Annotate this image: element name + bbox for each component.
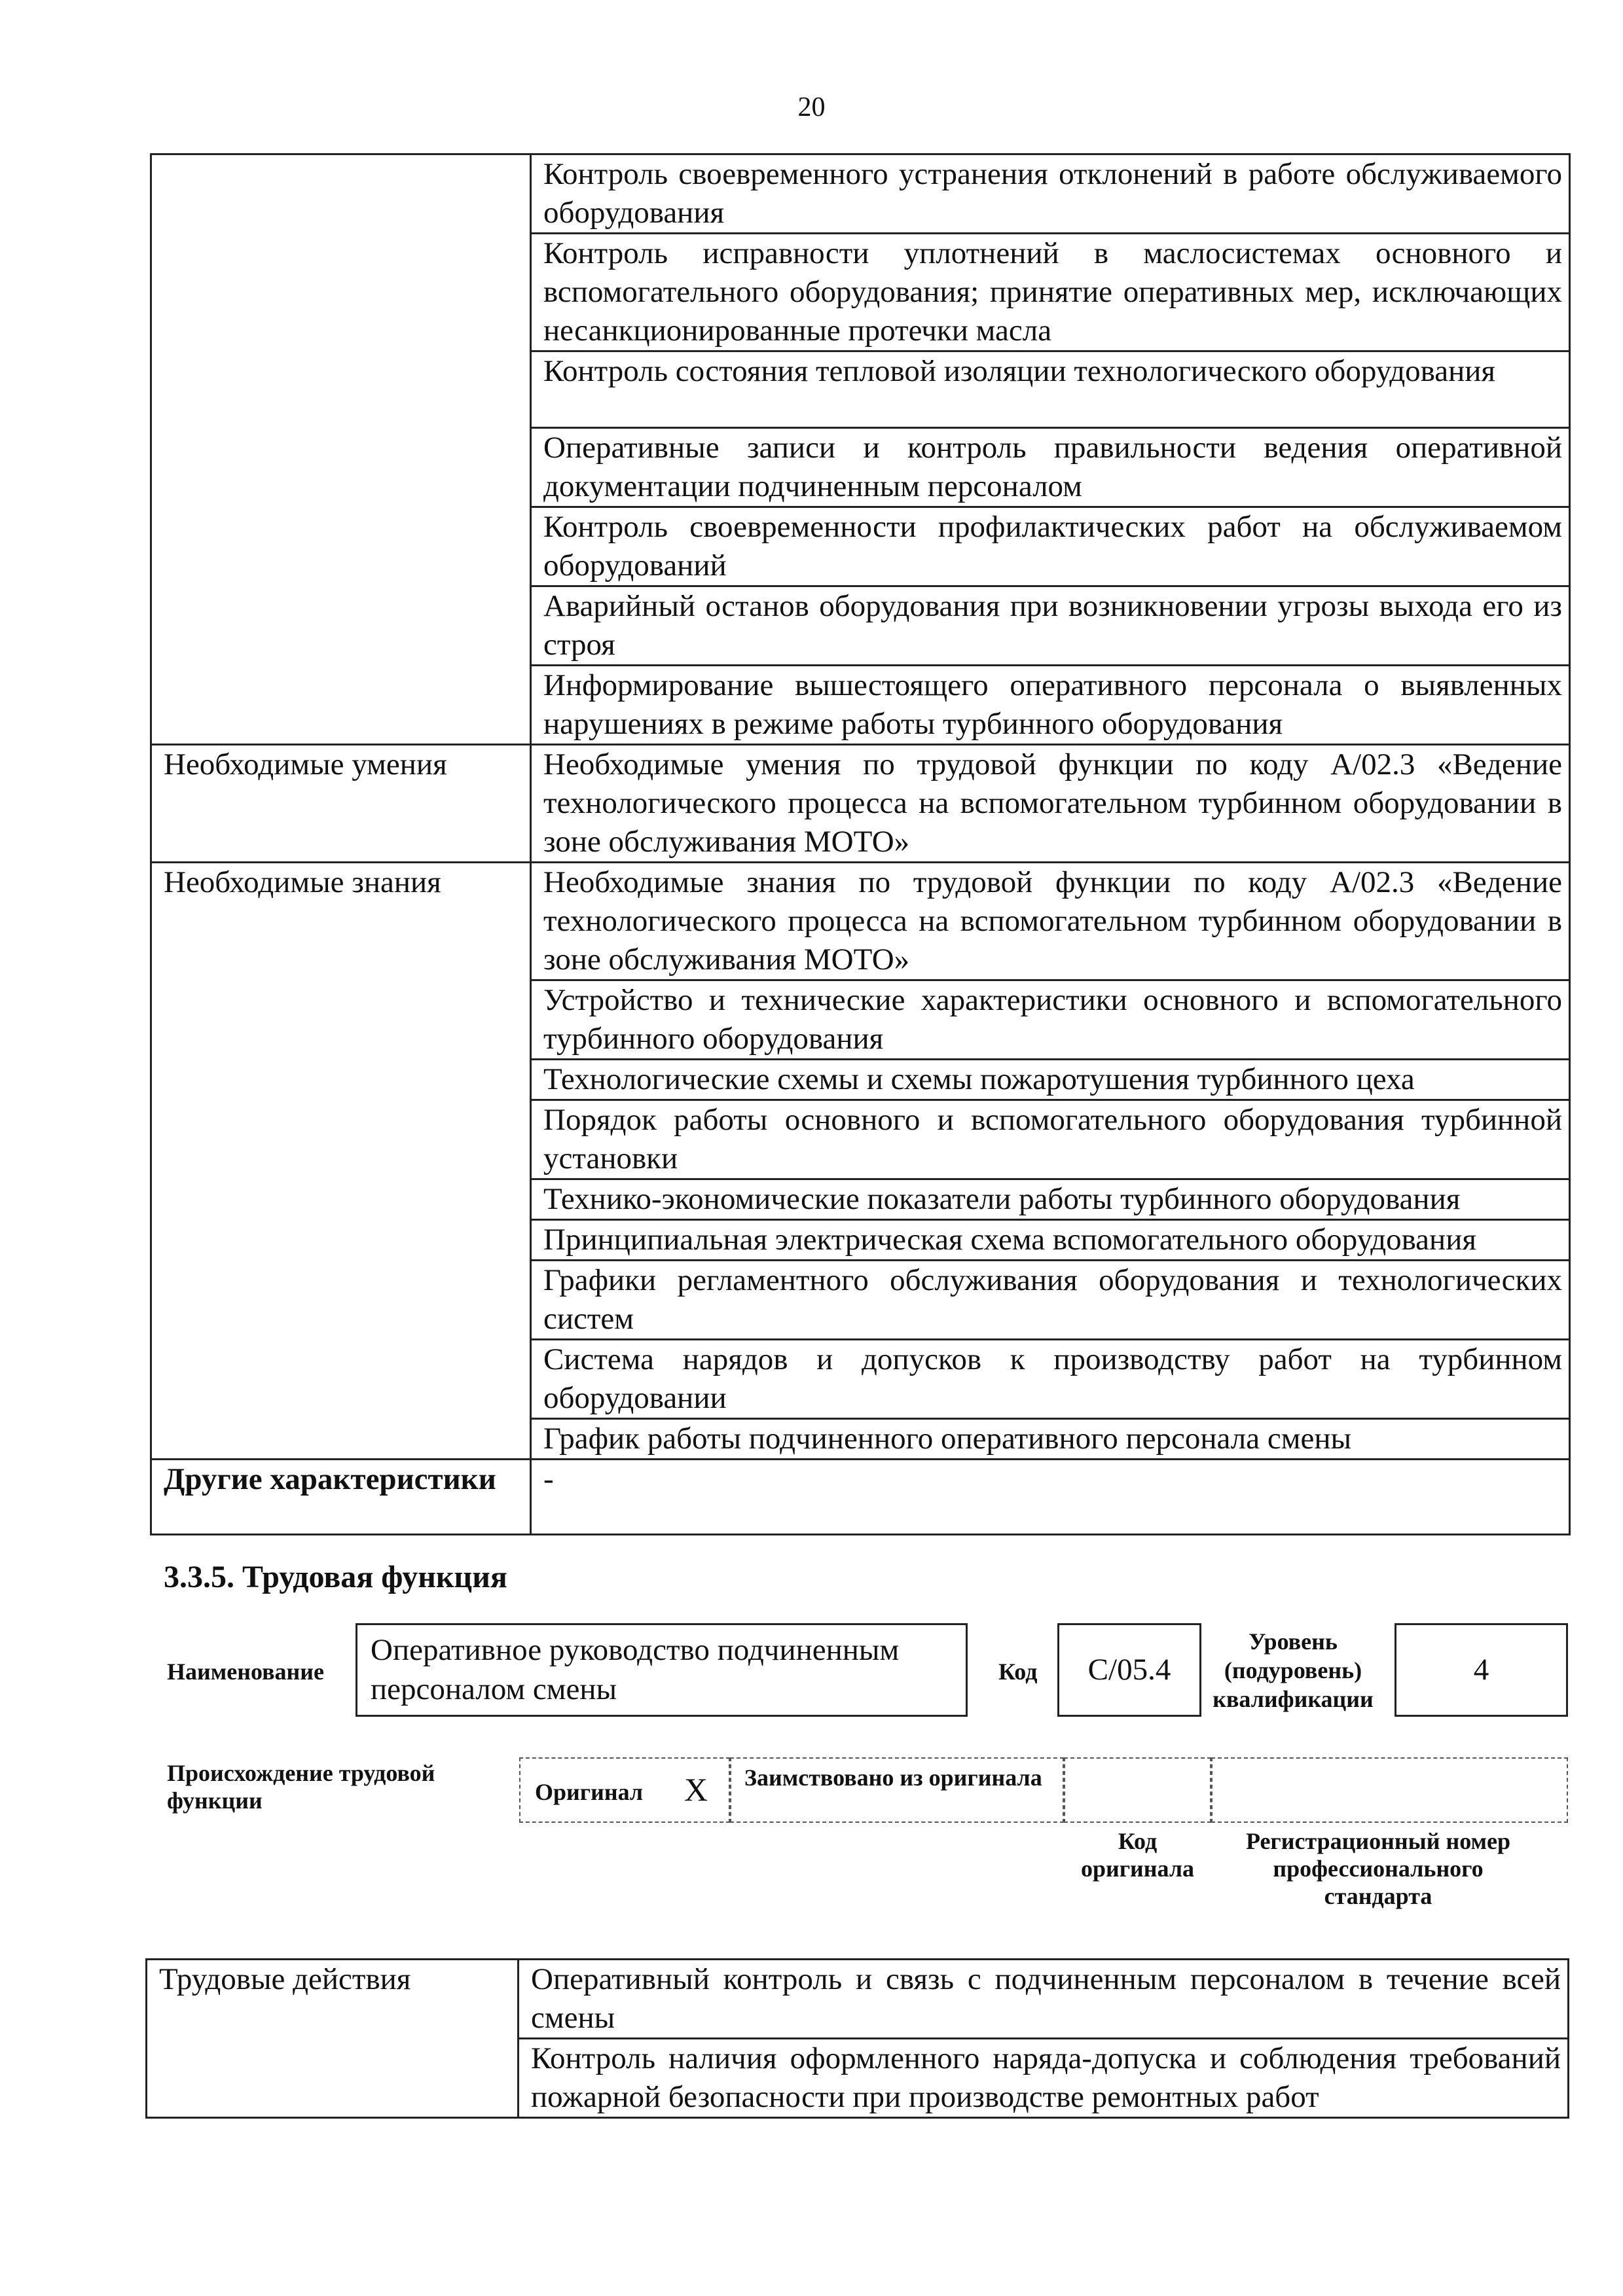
code-label: Код — [998, 1659, 1038, 1685]
original-cell — [519, 1757, 730, 1823]
actions-table — [145, 1958, 1569, 2119]
borrowed-label: Заимствовано из оригинала — [744, 1765, 1042, 1791]
list-item: График работы подчиненного оперативного персонала смены — [531, 1419, 1570, 1460]
level-value: 4 — [1473, 1653, 1489, 1687]
code-box — [1057, 1623, 1201, 1717]
other-value: - — [531, 1460, 1570, 1535]
list-item: Необходимые знания по трудовой функции по коду А/02.3 «Ведение технологического процесса на вспомогательном турбинном оборудовании в зоне обслуживания МОТО» — [531, 863, 1570, 980]
list-item: Контроль наличия оформленного наряда-допуска и соблюдения требований пожарной безопасности при производстве ремонтных работ — [519, 2039, 1569, 2118]
actions-label: Трудовые действия — [147, 1960, 519, 2118]
page-number: 20 — [797, 92, 826, 122]
original-mark: X — [684, 1771, 708, 1808]
origin-label: Происхождение трудовой функции — [167, 1760, 435, 1814]
list-item: Контроль своевременности профилактических работ на обслуживаемом оборудований — [531, 507, 1570, 586]
list-item: Принципиальная электрическая схема вспомогательного оборудования — [531, 1220, 1570, 1261]
other-label: Другие характеристики — [151, 1460, 531, 1535]
list-item: Устройство и технические характеристики основного и вспомогательного турбинного оборудования — [531, 980, 1570, 1060]
list-item: Графики регламентного обслуживания оборудования и технологических систем — [531, 1261, 1570, 1340]
list-item: Технологические схемы и схемы пожаротушения турбинного цеха — [531, 1060, 1570, 1100]
name-label: Наименование — [167, 1659, 324, 1685]
function-name: Оперативное руководство подчиненным персоналом смены — [371, 1633, 900, 1706]
reg-number-cell — [1211, 1757, 1568, 1823]
list-item: Технико-экономические показатели работы турбинного оборудования — [531, 1179, 1570, 1220]
list-item: Контроль состояния тепловой изоляции технологического оборудования — [531, 351, 1570, 428]
original-label: Оригинал — [535, 1779, 644, 1805]
list-item: Система нарядов и допусков к производству работ на турбинном оборудовании — [531, 1340, 1570, 1419]
table-row — [151, 154, 1570, 234]
table-row — [147, 1960, 1569, 2039]
borrowed-cell — [730, 1757, 1064, 1823]
level-label: Уровень (подуровень) квалификации — [1213, 1628, 1374, 1712]
section-title: 3.3.5. Трудовая функция — [164, 1560, 507, 1594]
knowledge-label: Необходимые знания — [151, 863, 531, 1460]
level-box — [1395, 1623, 1568, 1717]
characteristics-table — [150, 153, 1571, 1535]
function-name-box — [356, 1623, 968, 1717]
origin-code-caption: Код оригинала — [1080, 1828, 1195, 1882]
list-item: Контроль исправности уплотнений в маслосистемах основного и вспомогательного оборудования; принятие оперативных мер, исключающих несанкционированные протечки масла — [531, 234, 1570, 351]
list-item: Контроль своевременного устранения отклонений в работе обслуживаемого оборудования — [531, 154, 1570, 234]
reg-number-caption: Регистрационный номер профессионального стандарта — [1245, 1828, 1511, 1909]
list-item: Аварийный останов оборудования при возникновении угрозы выхода его из строя — [531, 586, 1570, 666]
skills-label: Необходимые умения — [151, 745, 531, 863]
origin-code-cell — [1064, 1757, 1211, 1823]
table-row — [151, 1460, 1570, 1535]
list-item: Необходимые умения по трудовой функции по коду А/02.3 «Ведение технологического процесса на вспомогательном турбинном оборудовании в зоне обслуживания МОТО» — [531, 745, 1570, 863]
list-item: Оперативный контроль и связь с подчиненным персоналом в течение всей смены — [519, 1960, 1569, 2039]
list-item: Оперативные записи и контроль правильности ведения оперативной документации подчиненным персоналом — [531, 428, 1570, 507]
table-row — [151, 863, 1570, 980]
empty-label-cell — [151, 154, 531, 745]
function-code: С/05.4 — [1087, 1653, 1171, 1687]
list-item: Информирование вышестоящего оперативного персонала о выявленных нарушениях в режиме работы турбинного оборудования — [531, 666, 1570, 745]
table-row — [151, 745, 1570, 863]
list-item: Порядок работы основного и вспомогательного оборудования турбинной установки — [531, 1100, 1570, 1179]
